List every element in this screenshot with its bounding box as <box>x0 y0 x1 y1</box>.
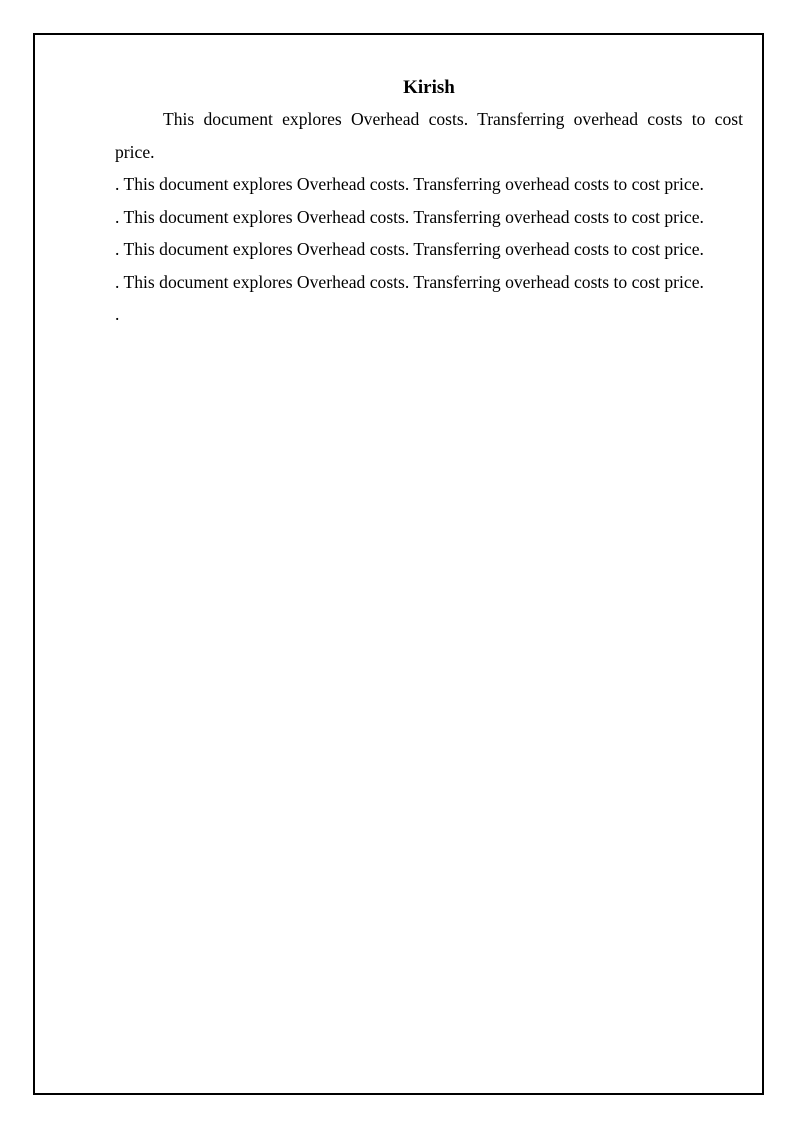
document-title: Kirish <box>403 77 455 98</box>
paragraph-1: This document explores Overhead costs. Transferring overhead costs to cost price. <box>115 109 743 162</box>
paragraph-2: . This document explores Overhead costs. Transferring overhead costs to cost price. <box>115 174 704 194</box>
paragraph-4: . This document explores Overhead costs. Transferring overhead costs to cost price. <box>115 239 704 259</box>
document-body <box>115 73 743 331</box>
paragraph-3: . This document explores Overhead costs. Transferring overhead costs to cost price. <box>115 206 704 227</box>
paragraph-5: . This document explores Overhead costs. Transferring overhead costs to cost price. <box>115 271 704 292</box>
trailing-period: . <box>115 304 120 324</box>
